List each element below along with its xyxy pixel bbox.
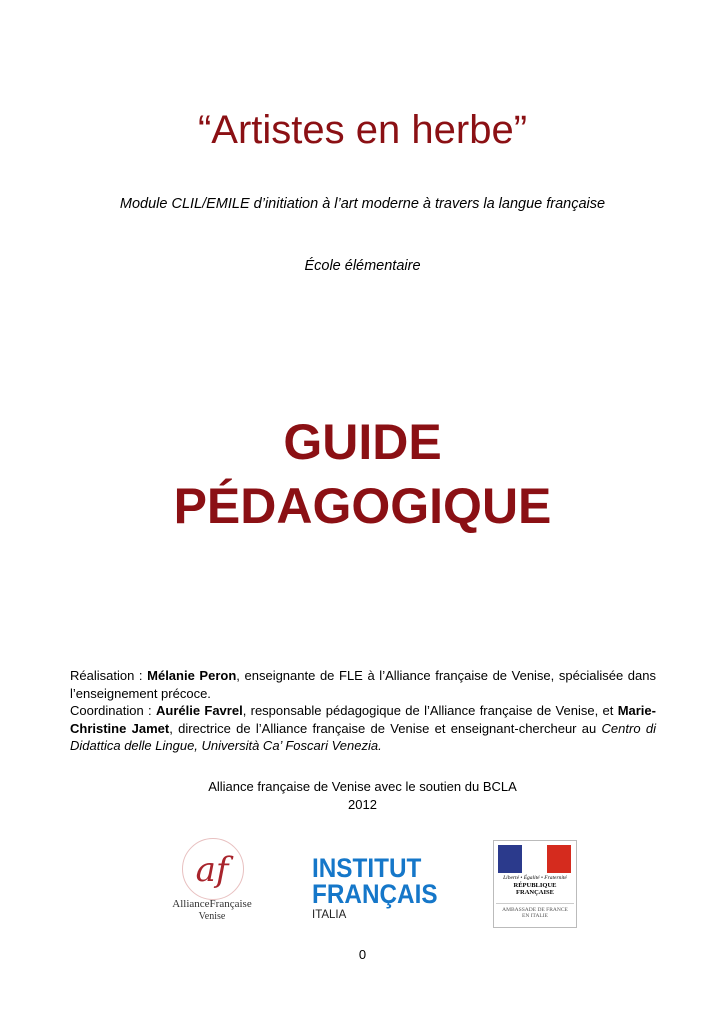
guide-heading [0,410,725,538]
realisation-name: Mélanie Peron [147,668,237,683]
realisation-label: Réalisation : [70,668,148,683]
af-city: Venise [198,911,226,922]
fr-motto: Liberté • Égalité • Fraternité [503,875,567,881]
realisation-paragraph [70,667,656,702]
af-name: AllianceFrançaise [172,898,252,910]
af-monogram: af [195,850,229,890]
page-number: 0 [358,947,367,962]
institut-francais-logo [312,855,440,930]
if-line1: INSTITUT [312,853,422,883]
support-text: Alliance française de Venise avec le soutien du BCLA [208,779,517,794]
fr-ambassade-line2: EN ITALIE [522,913,548,919]
if-italia: ITALIA [312,909,347,921]
credits-block [70,667,656,755]
coordination-label: Coordination : [70,703,156,718]
coordination-text-1: , responsable pédagogique de l’Alliance française de Venise, et [242,703,618,718]
if-line2: FRANÇAIS [312,879,438,909]
coordination-paragraph [70,702,656,755]
document-subtitle: Module CLIL/EMILE d’initiation à l’art moderne à travers la langue française [119,196,606,212]
coordination-name-2: Marie-Christine Jamet [70,703,656,736]
realisation-text: , enseignante de FLE à l’Alliance française de Venise, spécialisée dans l’enseignement précoce. [70,668,656,701]
coordination-institution: Centro di Didattica delle Lingue, Università Ca’ Foscari Venezia. [70,720,656,753]
fr-ambassade-line1: AMBASSADE DE FRANCE [502,907,568,913]
fr-ambassade [496,903,574,919]
guide-heading-line2: PÉDAGOGIQUE [173,478,552,534]
alliance-francaise-logo [170,838,254,930]
year-text: 2012 [348,796,377,812]
french-flag-icon [498,845,571,873]
republique-francaise-logo [493,840,577,928]
coordination-text-2: , directrice de l’Alliance française de Venise et enseignant-chercheur au [169,720,602,736]
document-title: “Artistes en herbe” [197,108,528,152]
guide-heading-line1: GUIDE [283,414,442,470]
fr-republique: RÉPUBLIQUE FRANÇAISE [513,882,557,896]
support-block [0,778,725,813]
school-level: École élémentaire [304,258,421,274]
coordination-name-1: Aurélie Favrel [155,703,243,718]
